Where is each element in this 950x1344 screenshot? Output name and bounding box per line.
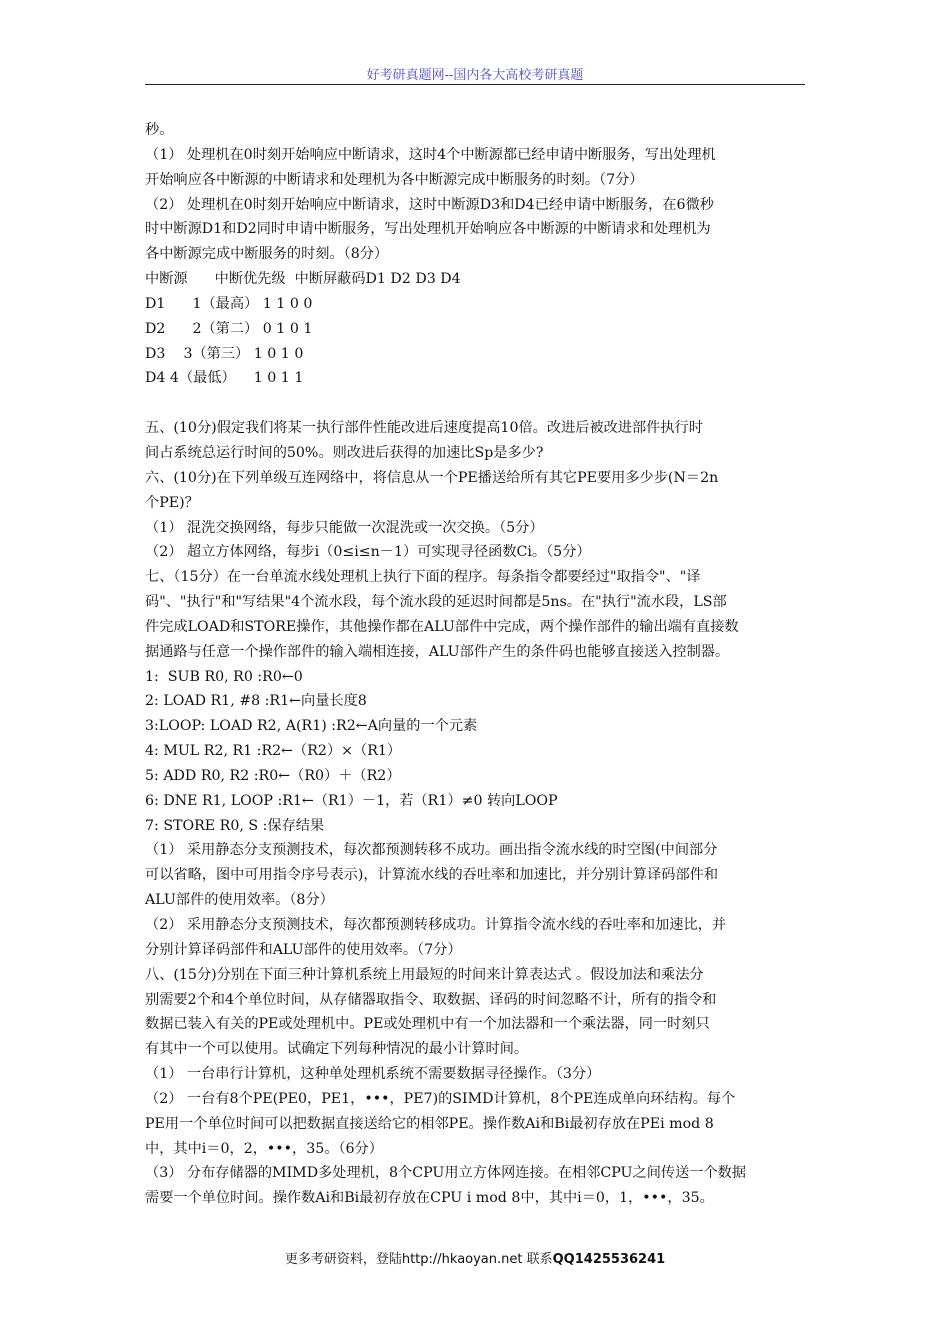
text-line: 7: STORE R0, S :保存结果 [145, 817, 325, 834]
text-line: 间占系统总运行时间的50%。则改进后获得的加速比Sp是多少? [145, 444, 544, 461]
text-line: 六、(10分)在下列单级互连网络中，将信息从一个PE播送给所有其它PE要用多少步(N＝2n [145, 469, 719, 486]
text-line: （3） 分布存储器的MIMD多处理机，8个CPU用立方体网连接。在相邻CPU之间传送一个数据 [145, 1165, 747, 1182]
text-line: 开始响应各中断源的中断请求和处理机为各中断源完成中断服务的时刻。（7分） [145, 171, 644, 188]
text-line: （1） 混洗交换网络，每步只能做一次混洗或一次交换。（5分） [145, 519, 544, 536]
text-line: 有其中一个可以使用。试确定下列每种情况的最小计算时间。 [145, 1041, 529, 1058]
text-line: 可以省略，图中可用指令序号表示)，计算流水线的吞吐率和加速比，并分别计算译码部件和 [145, 867, 719, 884]
text-line: PE用一个单位时间可以把数据直接送给它的相邻PE。操作数Ai和Bi最初存放在PEi mod 8 [145, 1115, 714, 1132]
text-line: 件完成LOAD和STORE操作，其他操作都在ALU部件中完成，两个操作部件的输出端有直接数 [145, 618, 739, 635]
header-title: 好考研真题网--国内各大高校考研真题 [366, 68, 584, 83]
text-line: 个PE)？ [145, 494, 199, 511]
footer-contact-label: 联系 [522, 1252, 553, 1267]
text-line: 八、(15分)分别在下面三种计算机系统上用最短的时间来计算表达式 。假设加法和乘法分 [145, 966, 704, 983]
text-line: （2） 采用静态分支预测技术，每次都预测转移成功。计算指令流水线的吞吐率和加速比，并 [145, 917, 727, 933]
text-line: （1） 处理机在0时刻开始响应中断请求，这时4个中断源都已经申请中断服务，写出处理机 [145, 146, 716, 163]
text-line: 4: MUL R2, R1 :R2←（R2）×（R1） [145, 743, 402, 760]
text-line: （2） 一台有8个PE(PE0，PE1，•••，PE7)的SIMD计算机，8个PE连成单向环结构。每个 [145, 1090, 736, 1107]
document-body [145, 118, 813, 1211]
text-line: 码"、"执行"和"写结果"4个流水段，每个流水段的延迟时间都是5ns。在"执行"流水段，LS部 [145, 594, 727, 611]
text-line: 1: SUB R0, R0 :R0←0 [145, 668, 303, 685]
text-line: 别需要2个和4个单位时间，从存储器取指令、取数据、译码的时间忽略不计，所有的指令和 [145, 991, 717, 1008]
text-line: （2） 超立方体网络，每步i（0≤i≤n－1）可实现寻径函数Ci。（5分） [145, 544, 591, 561]
page-header [145, 64, 805, 83]
text-line: 五、(10分)假定我们将某一执行部件性能改进后速度提高10倍。改进后被改进部件执行时 [145, 420, 703, 437]
text-line: 中，其中i＝0，2，•••，35。（6分） [145, 1140, 383, 1157]
text-line: 七、（15分）在一台单流水线处理机上执行下面的程序。每条指令都要经过"取指令"、"译 [145, 569, 701, 586]
footer-qq: QQ1425536241 [552, 1252, 666, 1267]
page-footer [0, 1248, 950, 1267]
text-line: 3:LOOP: LOAD R2, A(R1) :R2←A向量的一个元素 [145, 718, 478, 735]
text-line [145, 391, 813, 416]
text-line: 分别计算译码部件和ALU部件的使用效率。（7分） [145, 941, 462, 958]
text-line: 6: DNE R1, LOOP :R1←（R1）－1，若（R1）≠0 转向LOOP [145, 792, 558, 809]
text-line: 需要一个单位时间。操作数Ai和Bi最初存放在CPU i mod 8中，其中i＝0，1，•••，35。 [145, 1190, 714, 1207]
text-line: 各中断源完成中断服务的时刻。（8分） [145, 246, 389, 263]
text-line: 中断源 中断优先级 中断屏蔽码D1 D2 D3 D4 [145, 271, 461, 288]
text-line: （1） 采用静态分支预测技术，每次都预测转移不成功。画出指令流水线的时空图(中间部分 [145, 842, 718, 859]
text-line: （1） 一台串行计算机，这种单处理机系统不需要数据寻径操作。（3分） [145, 1066, 601, 1083]
footer-url-link[interactable]: http://hkaoyan.net [401, 1252, 523, 1267]
text-line: D1 1（最高） 1 1 0 0 [145, 295, 313, 312]
text-line: D4 4（最低） 1 0 1 1 [145, 370, 304, 387]
text-line: 数据已装入有关的PE或处理机中。PE或处理机中有一个加法器和一个乘法器，同一时刻只 [145, 1016, 710, 1033]
text-line: （2） 处理机在0时刻开始响应中断请求，这时中断源D3和D4已经申请中断服务，在6微秒 [145, 196, 714, 213]
text-line: 时中断源D1和D2同时申请中断服务，写出处理机开始响应各中断源的中断请求和处理机为 [145, 221, 711, 238]
footer-prefix: 更多考研资料，登陆 [284, 1252, 402, 1267]
text-line: D2 2（第二） 0 1 0 1 [145, 320, 313, 337]
text-line: 据通路与任意一个操作部件的输入端相连接，ALU部件产生的条件码也能够直接送入控制器。 [145, 643, 730, 660]
text-line: D3 3（第三） 1 0 1 0 [145, 345, 304, 362]
text-line: ALU部件的使用效率。（8分） [145, 892, 334, 909]
header-divider [145, 84, 805, 85]
text-line: 5: ADD R0, R2 :R0←（R0）＋（R2） [145, 767, 401, 784]
text-line: 2: LOAD R1, #8 :R1←向量长度8 [145, 693, 367, 710]
text-line: 秒。 [145, 122, 174, 138]
